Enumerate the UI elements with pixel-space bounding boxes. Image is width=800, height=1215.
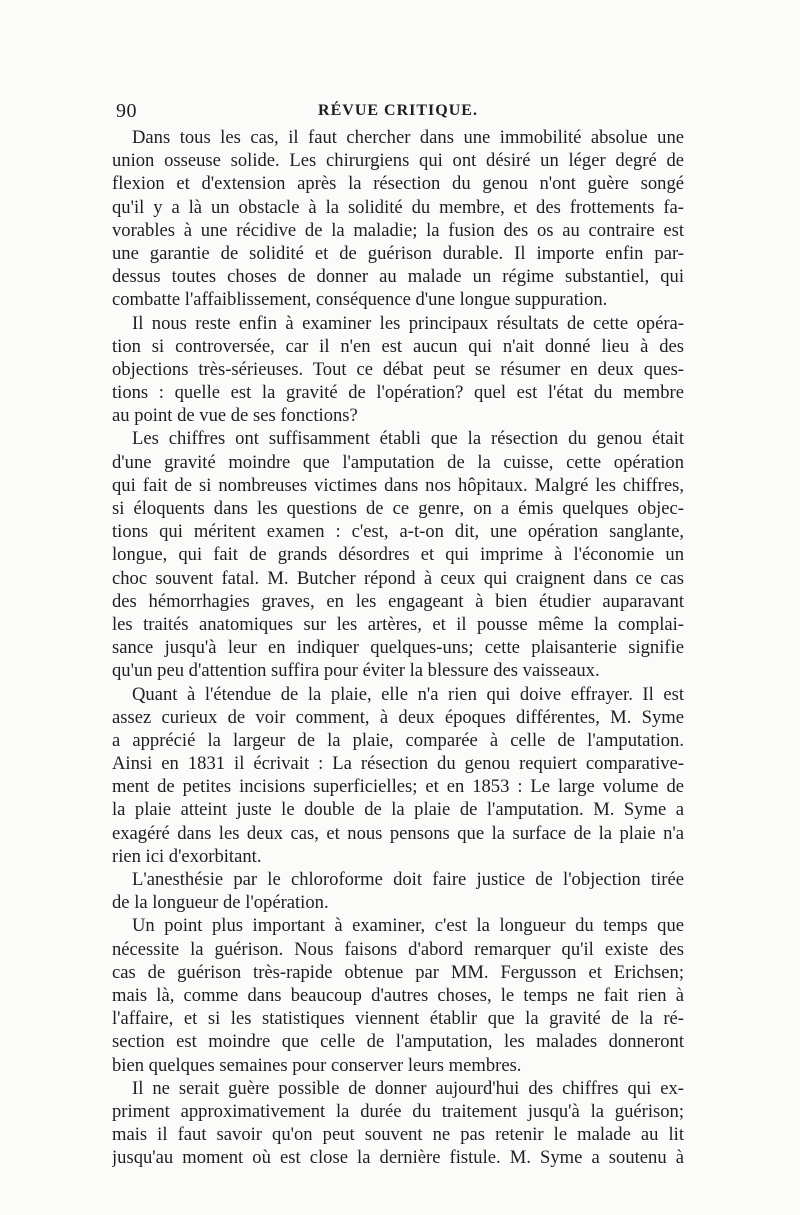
text-line: nécessite la guérison. Nous faisons d'abord remarquer qu'il existe des: [112, 938, 684, 960]
text-line: qu'il y a là un obstacle à la solidité du membre, et des frottements fa-: [112, 196, 684, 218]
text-line: Quant à l'étendue de la plaie, elle n'a rien qui doive effrayer. Il est: [132, 683, 684, 705]
text-line: rien ici d'exorbitant.: [112, 845, 262, 867]
text-line: ment de petites incisions superficielles; et en 1853 : Le large volume de: [112, 776, 684, 798]
running-head: [112, 96, 684, 126]
text-line: flexion et d'extension après la résection du genou n'ont guère songé: [112, 173, 684, 195]
text-line: la plaie atteint juste le double de la plaie de l'amputation. M. Syme a: [112, 799, 684, 821]
text-line: L'anesthésie par le chloroforme doit faire justice de l'objection tirée: [132, 869, 684, 890]
text-line: union osseuse solide. Les chirurgiens qui ont désiré un léger degré de: [112, 150, 684, 172]
text-line: jusqu'au moment où est close la dernière fistule. M. Syme a soutenu à: [112, 1147, 684, 1169]
text-line: les traités anatomiques sur les artères, et il pousse même la complai-: [112, 613, 684, 635]
book-page: [112, 96, 684, 1169]
text-line: Ainsi en 1831 il écrivait : La résection du genou requiert comparative-: [112, 753, 684, 775]
text-line: section est moindre que celle de l'amputation, les malades donneront: [112, 1031, 684, 1053]
text-line: cas de guérison très-rapide obtenue par MM. Fergusson et Erichsen;: [112, 961, 684, 983]
text-line: mais il faut savoir qu'on peut souvent ne pas retenir le malade au lit: [112, 1124, 684, 1146]
text-line: tion si controversée, car il n'en est aucun qui n'ait donné lieu à des: [112, 335, 684, 357]
text-line: mais là, comme dans beaucoup d'autres choses, le temps ne fait rien à: [112, 984, 684, 1006]
text-line: combatte l'affaiblissement, conséquence d'une longue suppuration.: [112, 289, 608, 311]
text-line: une garantie de solidité et de guérison durable. Il importe enfin par-: [112, 242, 684, 264]
text-line: exagéré dans les deux cas, et nous pensons que la surface de la plaie n'a: [112, 822, 684, 844]
text-line: vorables à une récidive de la maladie; la fusion des os au contraire est: [112, 219, 684, 241]
page-number: 90: [116, 100, 137, 122]
text-line: objections très-sérieuses. Tout ce débat peut se résumer en deux ques-: [112, 358, 684, 380]
paragraph: [112, 312, 684, 428]
text-line: Dans tous les cas, il faut chercher dans une immobilité absolue une: [132, 127, 684, 148]
text-line: au point de vue de ses fonctions?: [112, 405, 358, 427]
paragraph: [112, 683, 684, 869]
text-line: tions qui méritent examen : c'est, a-t-on dit, une opération sanglante,: [112, 521, 684, 543]
paragraph: [112, 868, 684, 914]
text-line: d'une gravité moindre que l'amputation de la cuisse, cette opération: [112, 451, 684, 473]
text-line: Il ne serait guère possible de donner aujourd'hui des chiffres qui ex-: [132, 1077, 684, 1099]
text-line: si éloquents dans les questions de ce genre, on a émis quelques objec-: [112, 498, 684, 519]
text-line: Les chiffres ont suffisamment établi que la résection du genou était: [132, 428, 684, 450]
text-line: qu'un peu d'attention suffira pour éviter la blessure des vaisseaux.: [112, 660, 600, 682]
text-line: l'affaire, et si les statistiques viennent établir que la gravité de la ré-: [112, 1008, 684, 1030]
text-line: tions : quelle est la gravité de l'opération? quel est l'état du membre: [112, 382, 684, 404]
text-line: choc souvent fatal. M. Butcher répond à ceux qui craignent dans ce cas: [112, 567, 684, 589]
text-line: bien quelques semaines pour conserver leurs membres.: [112, 1054, 522, 1076]
text-line: a apprécié la largeur de la plaie, comparée à celle de l'amputation.: [112, 729, 684, 751]
text-line: qui fait de si nombreuses victimes dans nos hôpitaux. Malgré les chiffres,: [112, 474, 684, 496]
body-text: [112, 126, 684, 1169]
text-line: de la longueur de l'opération.: [112, 892, 329, 914]
text-line: sance jusqu'à leur en indiquer quelques-uns; cette plaisanterie signifie: [112, 637, 684, 659]
paragraph: [112, 1077, 684, 1170]
text-line: Un point plus important à examiner, c'est la longueur du temps que: [132, 915, 684, 937]
running-title: RÉVUE CRITIQUE.: [318, 102, 478, 119]
text-line: priment approximativement la durée du traitement jusqu'à la guérison;: [112, 1100, 684, 1122]
text-line: dessus toutes choses de donner au malade un régime substantiel, qui: [112, 266, 684, 288]
paragraph: [112, 427, 684, 682]
paragraph: [112, 914, 684, 1076]
text-line: assez curieux de voir comment, à deux époques différentes, M. Syme: [112, 706, 684, 728]
text-line: Il nous reste enfin à examiner les principaux résultats de cette opéra-: [132, 312, 684, 334]
paragraph: [112, 126, 684, 312]
text-line: des hémorrhagies graves, en les engageant à bien étudier auparavant: [112, 590, 684, 612]
text-line: longue, qui fait de grands désordres et qui imprime à l'économie un: [112, 544, 684, 566]
